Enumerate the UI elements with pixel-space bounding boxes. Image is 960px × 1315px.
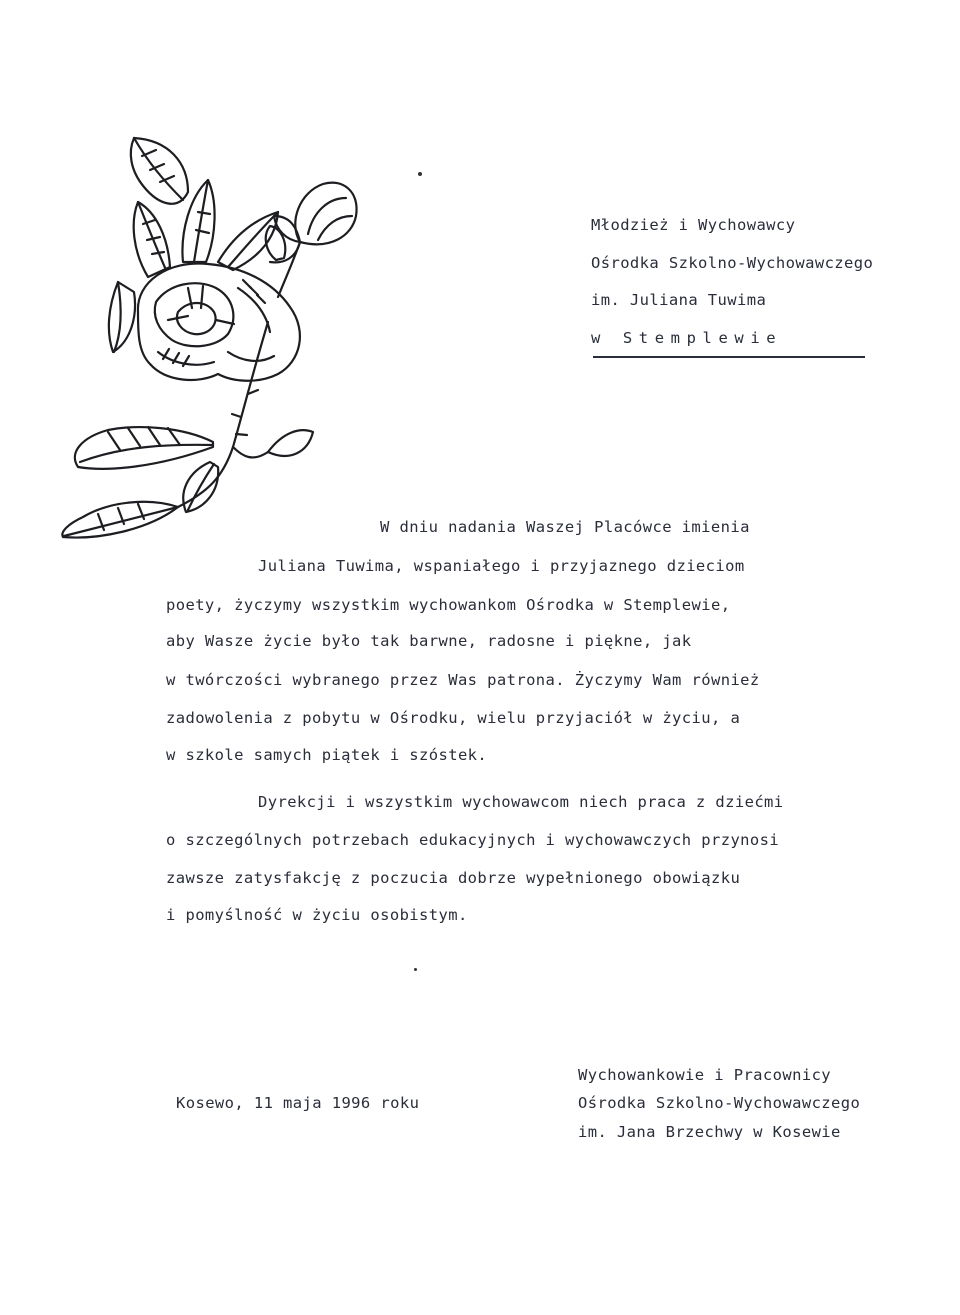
greeting-line: Juliana Tuwima, wspaniałego i przyjaznego dzieciom	[258, 557, 745, 575]
recipient-line-2: Ośrodka Szkolno-Wychowawczego	[591, 254, 874, 272]
signature-line-1: Wychowankowie i Pracownicy	[578, 1066, 832, 1084]
ink-speck	[418, 172, 422, 176]
place-and-date: Kosewo, 11 maja 1996 roku	[176, 1094, 420, 1112]
greeting-line: aby Wasze życie było tak barwne, radosne i piękne, jak	[166, 632, 692, 650]
signature-line-2: Ośrodka Szkolno-Wychowawczego	[578, 1094, 861, 1112]
recipient-underline	[593, 356, 865, 358]
greeting-line: w twórczości wybranego przez Was patrona. Życzymy Wam również	[166, 671, 760, 689]
greeting-line: W dniu nadania Waszej Placówce imienia	[380, 518, 750, 536]
greeting-line: w szkole samych piątek i szóstek.	[166, 746, 488, 764]
wishes-line: i pomyślność w życiu osobistym.	[166, 906, 468, 924]
recipient-line-3: im. Juliana Tuwima	[591, 291, 767, 309]
rose-drawing-icon	[38, 112, 368, 542]
signature-line-3: im. Jana Brzechwy w Kosewie	[578, 1123, 841, 1141]
ink-speck	[414, 968, 417, 971]
greeting-line: zadowolenia z pobytu w Ośrodku, wielu przyjaciół w życiu, a	[166, 709, 741, 727]
wishes-line: o szczególnych potrzebach edukacyjnych i wychowawczych przynosi	[166, 831, 780, 849]
wishes-line: zawsze zatysfakcję z poczucia dobrze wypełnionego obowiązku	[166, 869, 741, 887]
greeting-line: poety, życzymy wszystkim wychowankom Ośrodka w Stemplewie,	[166, 596, 731, 614]
recipient-line-4: w Stemplewie	[591, 329, 783, 347]
wishes-line: Dyrekcji i wszystkim wychowawcom niech praca z dziećmi	[258, 793, 784, 811]
recipient-line-1: Młodzież i Wychowawcy	[591, 216, 796, 234]
